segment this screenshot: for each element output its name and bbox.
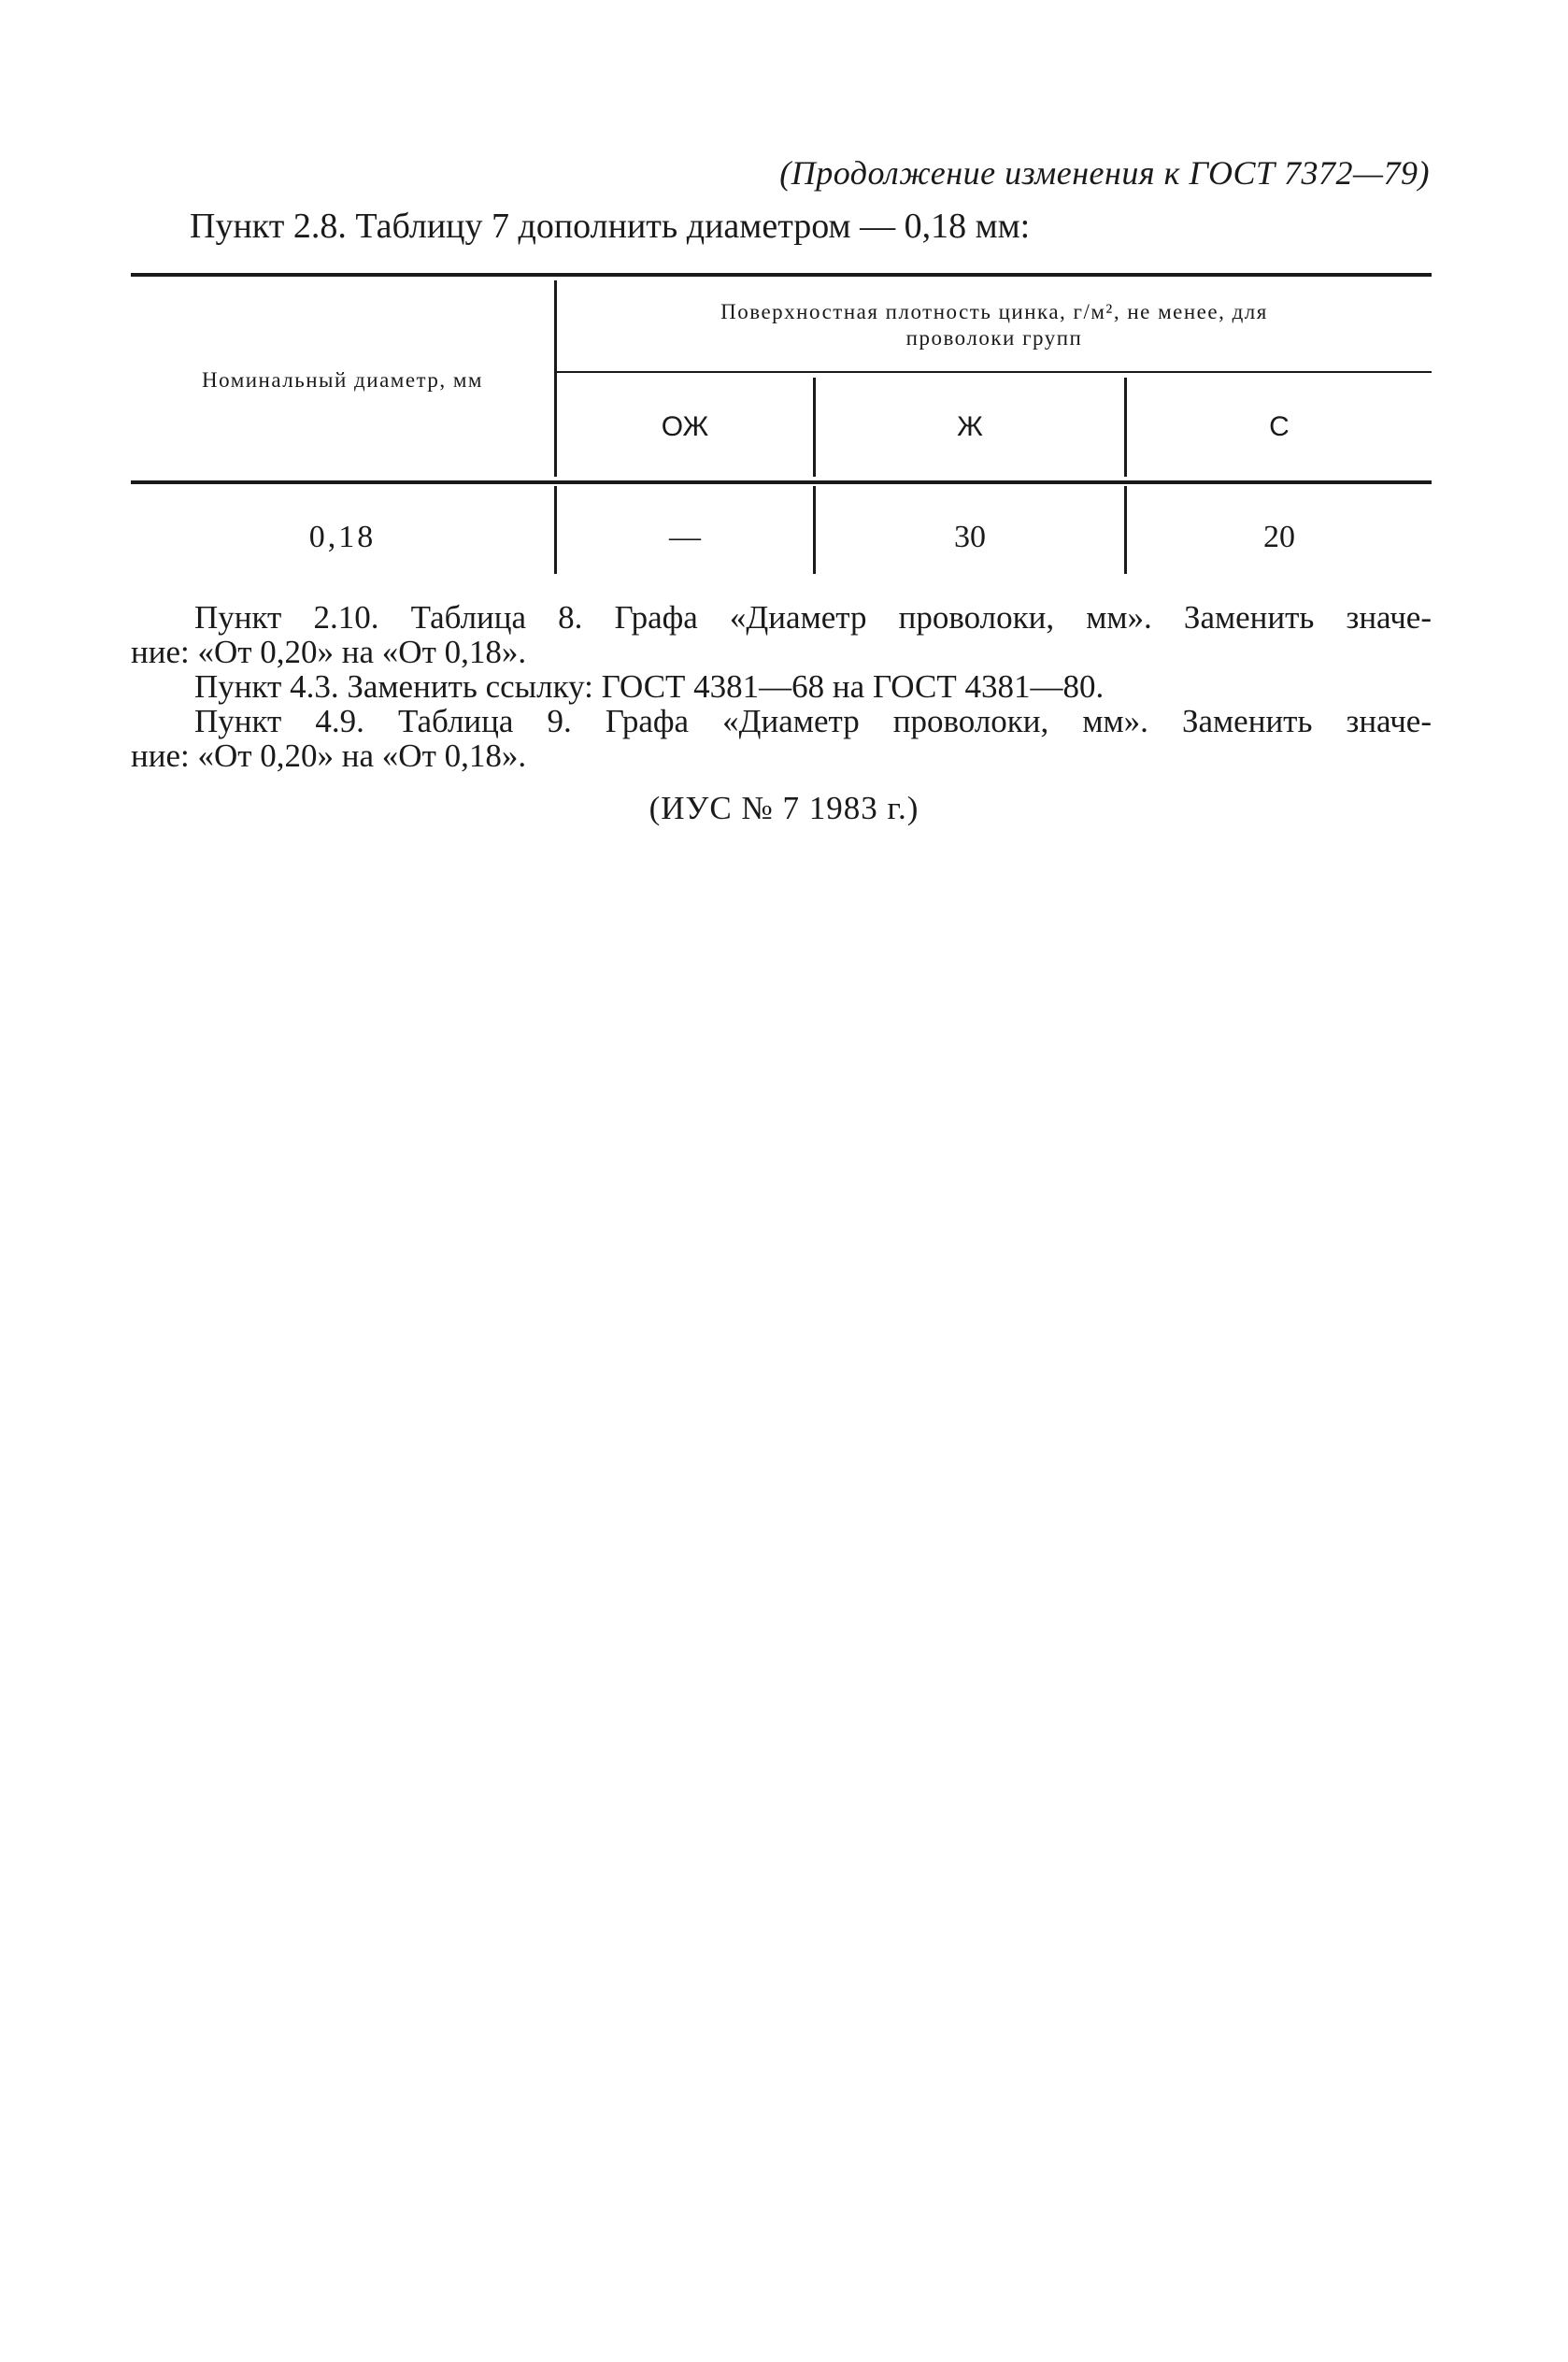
paragraph-4-3	[131, 669, 1432, 704]
paragraph-2-10-line-2: ние: «От 0,20» на «От 0,18».	[131, 634, 527, 670]
zinc-density-table	[131, 273, 1432, 581]
header-group-ozh: ОЖ	[661, 411, 709, 442]
table-row-value-s: 20	[1263, 520, 1295, 554]
paragraph-4-3-line-1: Пункт 4.3. Заменить ссылку: ГОСТ 4381—68 на ГОСТ 4381—80.	[194, 668, 1105, 705]
table-row-diameter: 0,18	[308, 520, 377, 554]
table-row-value-zh: 30	[954, 520, 986, 554]
paragraph-2-10	[131, 600, 1432, 669]
header-zinc-density: Поверхностная плотность цинка, г/м², не менее, для проволоки групп	[720, 300, 1268, 350]
paragraph-4-9	[131, 704, 1432, 773]
source-reference: (ИУС № 7 1983 г.)	[649, 790, 919, 826]
density-subheader-rule	[556, 371, 1432, 373]
header-diameter: Номинальный диаметр, мм	[202, 368, 483, 392]
paragraph-2-10-line-1: Пункт 2.10. Таблица 8. Графа «Диаметр проволоки, мм». Заменить значе-	[194, 599, 1432, 636]
paragraph-4-9-line-2: ние: «От 0,20» на «От 0,18».	[131, 737, 527, 774]
continuation-header: (Продолжение изменения к ГОСТ 7372—79)	[779, 154, 1430, 192]
table-header-bottom-rule	[131, 480, 1432, 484]
paragraph-4-9-line-1: Пункт 4.9. Таблица 9. Графа «Диаметр проволоки, мм». Заменить значе-	[194, 703, 1432, 739]
table-row-value-ozh: —	[669, 520, 701, 554]
header-group-s: С	[1269, 411, 1290, 442]
intro-paragraph: Пункт 2.8. Таблицу 7 дополнить диаметром — 0,18 мм:	[190, 207, 1031, 246]
table-top-rule	[131, 273, 1432, 277]
header-group-zh: Ж	[957, 411, 983, 442]
